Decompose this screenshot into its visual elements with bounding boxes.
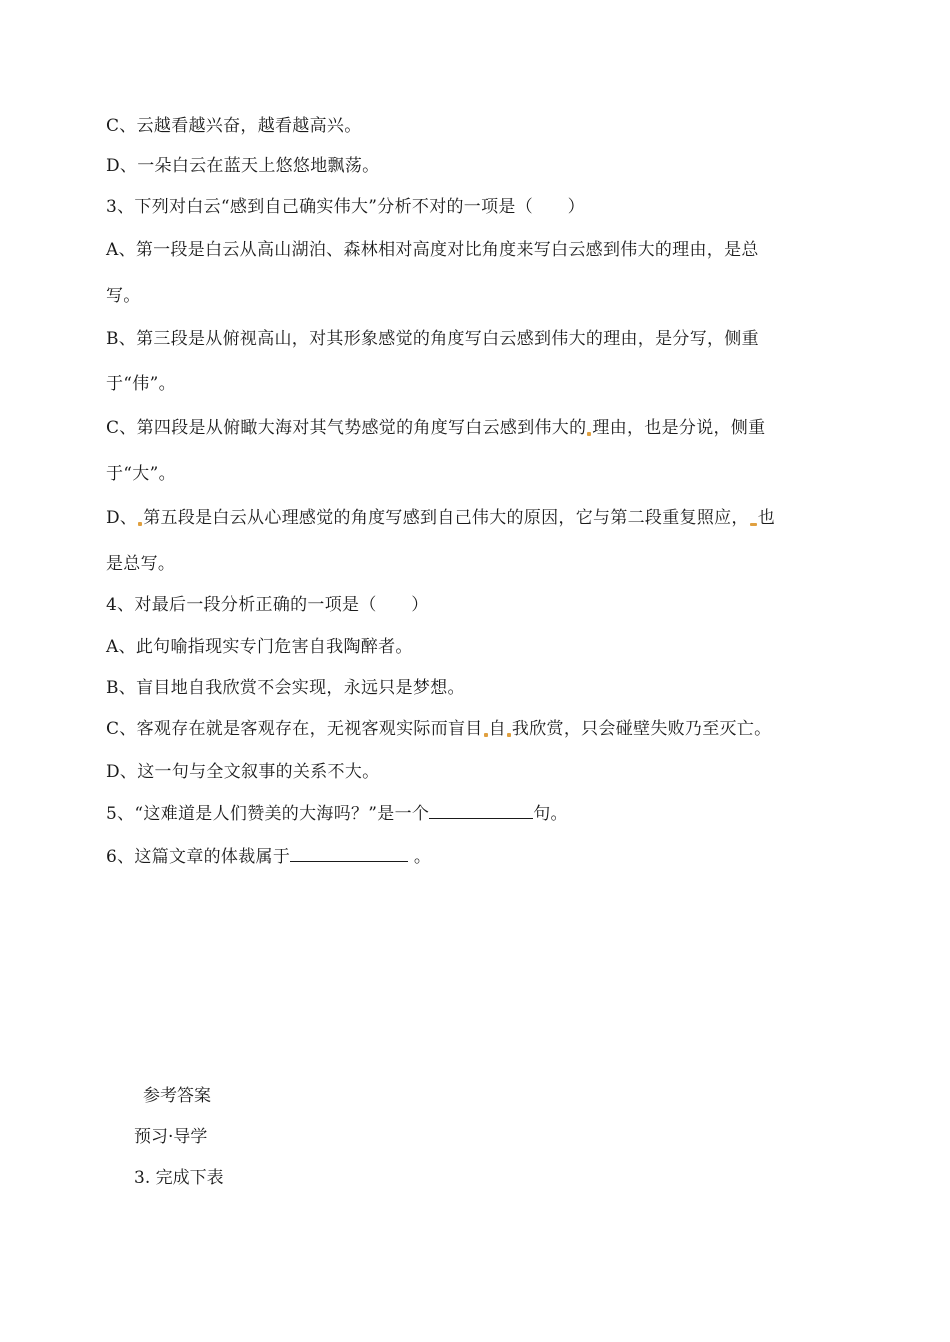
option-a-q3: [106, 239, 846, 261]
option-c-q4: [106, 718, 846, 740]
highlight-mark: [587, 432, 591, 436]
option-c-q3-text-a: C、第四段是从俯瞰大海对其气势感觉的角度写白云感到伟大的: [106, 418, 587, 438]
option-d-q3: [106, 507, 846, 529]
question-4: [106, 594, 846, 616]
highlight-mark: [750, 523, 757, 526]
option-c-q3-cont-text: 于“大”。: [106, 464, 176, 484]
answers-section-text: 预习·导学: [134, 1127, 208, 1147]
option-a-q4: [106, 636, 846, 658]
option-d-q3-cont-text: 是总写。: [106, 554, 176, 574]
option-d-q4: [106, 761, 846, 783]
option-b-q4-text: B、盲目地自我欣赏不会实现，永远只是梦想。: [106, 678, 465, 698]
option-b-q3-cont-text: 于“伟”。: [106, 374, 176, 394]
question-6-text: 6、这篇文章的体裁属于: [106, 847, 291, 867]
option-a-q3-text: A、第一段是白云从高山湖泊、森林相对高度对比角度来写白云感到伟大的理由，是总: [106, 240, 759, 260]
option-c-q4-text-a: C、客观存在就是客观存在，无视客观实际而盲目: [106, 719, 483, 739]
question-5-suffix: 句。: [533, 804, 568, 824]
option-c-q4-text-b: 自: [488, 719, 506, 739]
answers-title-text: 参考答案: [143, 1086, 211, 1106]
option-c-q3-cont: [106, 463, 846, 485]
answer-blank-q5[interactable]: [429, 802, 533, 819]
option-a-q3-cont: [106, 285, 846, 307]
highlight-mark: [138, 522, 142, 526]
question-4-text: 4、对最后一段分析正确的一项是（ ）: [106, 595, 429, 615]
option-d-q4-text: D、这一句与全文叙事的关系不大。: [106, 762, 380, 782]
option-c-q4-text-c: 我欣赏，只会碰壁失败乃至灭亡。: [511, 719, 772, 739]
highlight-mark: [507, 733, 511, 737]
option-b-q3-cont: [106, 373, 846, 395]
highlight-mark: [484, 733, 488, 737]
option-b-q3-text: B、第三段是从俯视高山，对其形象感觉的角度写白云感到伟大的理由，是分写，侧重: [106, 329, 759, 349]
question-6: [106, 845, 846, 868]
answers-item-text: 3. 完成下表: [134, 1168, 224, 1188]
option-b-q3: [106, 328, 846, 350]
question-5: [106, 802, 846, 825]
option-c-q2: [106, 115, 846, 137]
question-6-suffix: 。: [408, 847, 432, 867]
option-a-q4-text: A、此句喻指现实专门危害自我陶醉者。: [106, 637, 413, 657]
answers-title: [143, 1085, 211, 1107]
answers-section: [134, 1126, 207, 1148]
option-d-q2-text: D、一朵白云在蓝天上悠悠地飘荡。: [106, 156, 380, 176]
question-5-text: 5、“这难道是人们赞美的大海吗？”是一个: [106, 804, 430, 824]
answers-item: [134, 1167, 224, 1189]
option-d-q3-text-c: 也: [757, 508, 776, 528]
answer-blank-q6[interactable]: [290, 845, 408, 862]
option-d-q3-cont: [106, 553, 846, 575]
option-d-q3-label: D、: [106, 508, 138, 528]
option-c-q3: [106, 417, 846, 439]
option-c-q2-text: C、云越看越兴奋，越看越高兴。: [106, 116, 362, 136]
question-3: [106, 196, 846, 218]
option-a-q3-cont-text: 写。: [106, 286, 141, 306]
option-c-q3-text-b: 理由，也是分说，侧重: [592, 418, 766, 438]
option-d-q2: [106, 155, 846, 177]
option-b-q4: [106, 677, 846, 699]
option-d-q3-text-b: 第五段是白云从心理感觉的角度写感到自己伟大的原因，它与第二段重复照应，: [143, 508, 749, 528]
question-3-text: 3、下列对白云“感到自己确实伟大”分析不对的一项是（ ）: [106, 197, 585, 217]
